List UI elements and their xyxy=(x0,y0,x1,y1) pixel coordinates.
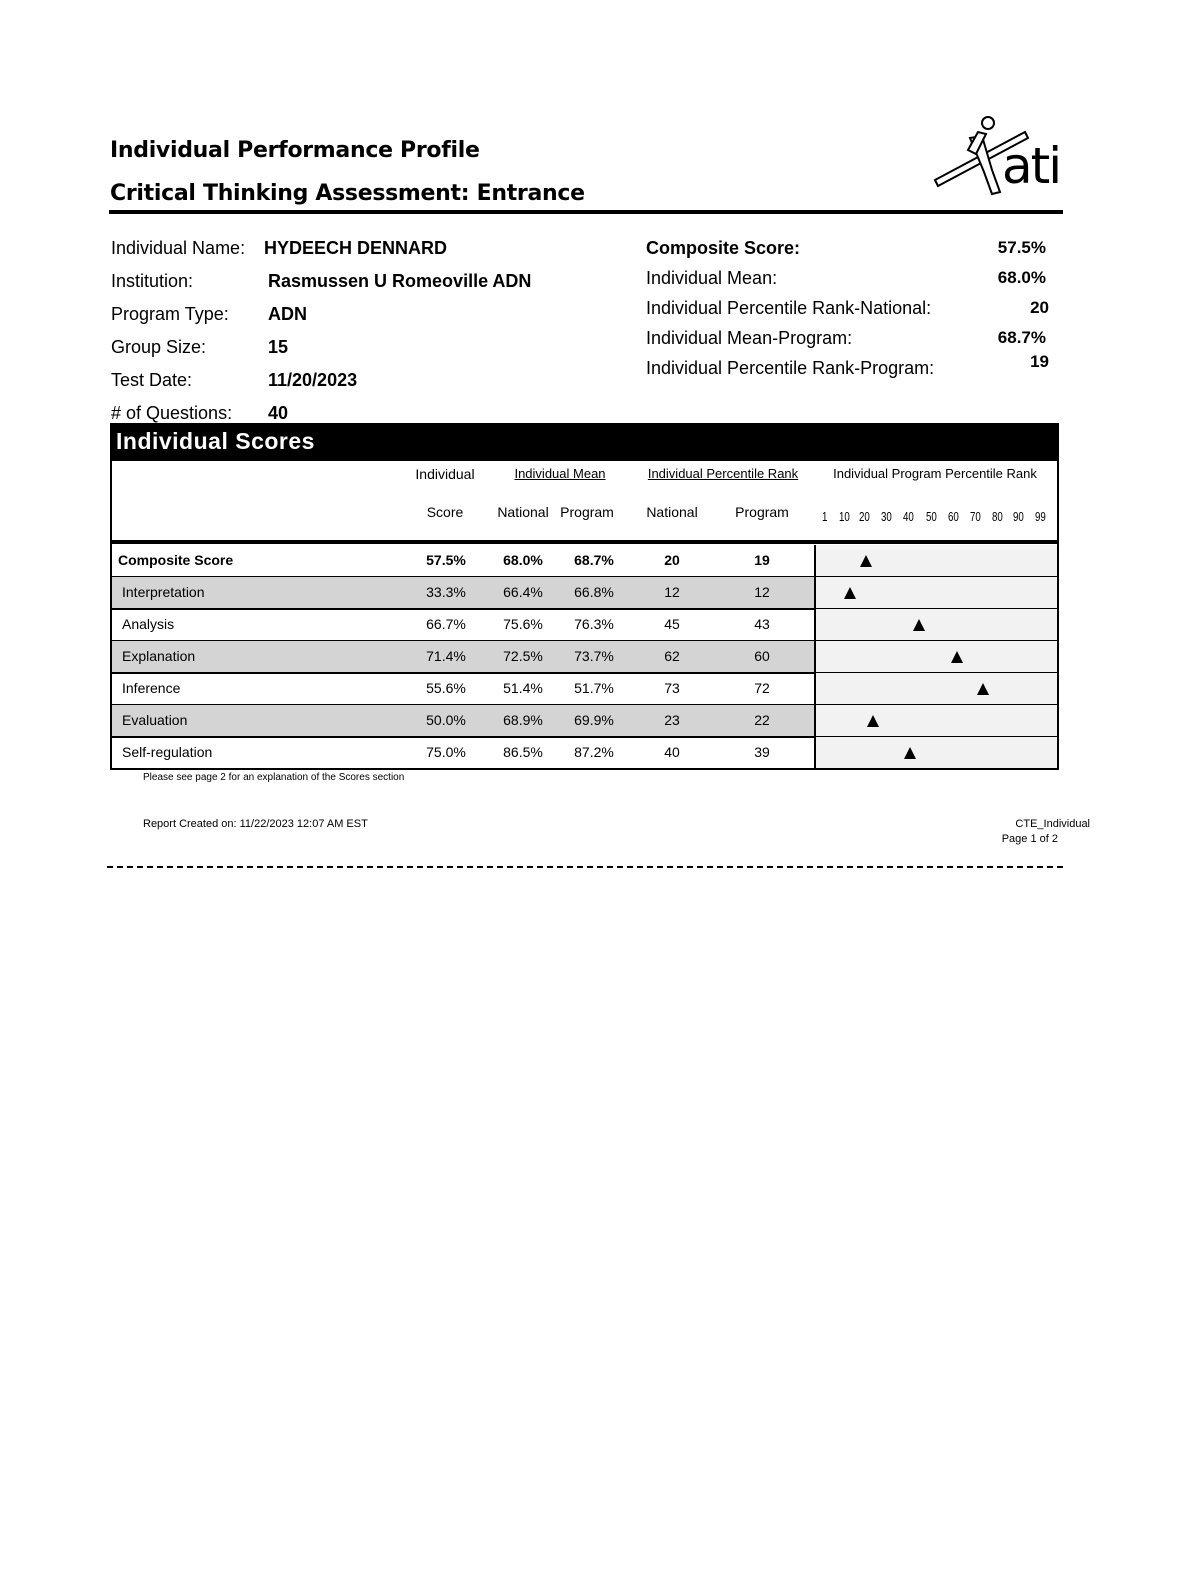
tick-label: 80 xyxy=(992,509,1003,524)
col-mean-program: Program xyxy=(560,504,614,520)
percentile-bar xyxy=(814,673,1057,704)
row-rank-program: 39 xyxy=(754,744,770,760)
row-mean-program: 51.7% xyxy=(574,680,614,696)
percentile-marker xyxy=(951,651,963,663)
score-row xyxy=(112,641,814,672)
mean-program-label: Individual Mean-Program: xyxy=(646,328,853,348)
logo-text: ati xyxy=(1002,137,1061,195)
scores-note: Please see page 2 for an explanation of the Scores section xyxy=(143,772,405,783)
tick-label: 50 xyxy=(926,509,937,524)
title-rule xyxy=(109,210,1063,214)
score-row xyxy=(112,577,814,608)
info-name-label: Individual Name: xyxy=(111,238,246,258)
info-name-value: HYDEECH DENNARD xyxy=(264,238,448,258)
individual-mean-label: Individual Mean: xyxy=(646,268,778,288)
col-percentile-rank: Individual Percentile Rank xyxy=(647,466,799,481)
info-institution-value: Rasmussen U Romeoville ADN xyxy=(268,271,532,291)
score-row xyxy=(112,545,814,576)
page-divider xyxy=(107,866,1063,868)
row-score: 55.6% xyxy=(426,680,466,696)
percentile-marker xyxy=(844,587,856,599)
percentile-marker xyxy=(977,683,989,695)
tick-label: 70 xyxy=(970,509,981,524)
percentile-national-label: Individual Percentile Rank-National: xyxy=(646,298,932,318)
info-group-size-value: 15 xyxy=(268,337,289,357)
info-institution-label: Institution: xyxy=(111,271,194,291)
row-rank-national: 20 xyxy=(664,552,680,568)
row-name: Analysis xyxy=(122,616,175,632)
row-name: Evaluation xyxy=(122,712,188,728)
row-rank-national: 62 xyxy=(664,648,680,664)
percentile-program-label: Individual Percentile Rank-Program: xyxy=(646,358,935,378)
row-rank-program: 19 xyxy=(754,552,770,568)
percentile-bar xyxy=(814,577,1057,608)
individual-mean-value: 68.0% xyxy=(997,268,1046,287)
info-group-size-label: Group Size: xyxy=(111,337,207,357)
percentile-bar xyxy=(814,737,1057,768)
row-mean-program: 87.2% xyxy=(574,744,614,760)
info-questions-label: # of Questions: xyxy=(111,403,233,423)
percentile-marker xyxy=(913,619,925,631)
row-mean-national: 51.4% xyxy=(503,680,543,696)
ati-logo xyxy=(930,110,1070,200)
row-rank-national: 73 xyxy=(664,680,680,696)
percentile-program-value: 19 xyxy=(1030,352,1049,371)
row-rank-program: 60 xyxy=(754,648,770,664)
row-rank-national: 12 xyxy=(664,584,680,600)
row-name: Self-regulation xyxy=(122,744,213,760)
row-mean-program: 76.3% xyxy=(574,616,614,632)
percentile-marker xyxy=(860,555,872,567)
row-mean-national: 66.4% xyxy=(503,584,543,600)
composite-score-label: Composite Score: xyxy=(646,238,801,258)
row-name: Interpretation xyxy=(122,584,205,600)
info-questions-value: 40 xyxy=(268,403,289,423)
col-mean-national: National xyxy=(497,504,549,520)
col-score: Score xyxy=(426,504,464,520)
row-rank-program: 43 xyxy=(754,616,770,632)
percentile-bar xyxy=(814,705,1057,736)
percentile-bar xyxy=(814,641,1057,672)
info-test-date-value: 11/20/2023 xyxy=(268,370,358,390)
col-individual-mean: Individual Mean xyxy=(514,466,606,481)
row-score: 71.4% xyxy=(426,648,466,664)
score-row xyxy=(112,609,814,640)
report-subtitle: Critical Thinking Assessment: Entrance xyxy=(110,181,585,206)
row-mean-program: 66.8% xyxy=(574,584,614,600)
row-mean-national: 68.9% xyxy=(503,712,543,728)
report-title: Individual Performance Profile xyxy=(110,138,480,163)
tick-label: 30 xyxy=(881,509,892,524)
tick-label: 1 xyxy=(822,509,828,524)
col-rank-program: Program xyxy=(735,504,789,520)
page-number: Page 1 of 2 xyxy=(1001,833,1058,845)
score-row xyxy=(112,705,814,736)
row-name: Composite Score xyxy=(118,552,234,568)
header-rule xyxy=(112,540,1057,544)
row-rank-national: 23 xyxy=(664,712,680,728)
info-program-type-value: ADN xyxy=(268,304,307,324)
scores-title: Individual Scores xyxy=(116,428,315,454)
row-score: 33.3% xyxy=(426,584,466,600)
tick-label: 90 xyxy=(1013,509,1024,524)
row-mean-national: 72.5% xyxy=(503,648,543,664)
percentile-marker xyxy=(904,747,916,759)
tick-label: 60 xyxy=(948,509,959,524)
report-created: Report Created on: 11/22/2023 12:07 AM EST xyxy=(143,818,368,830)
row-divider xyxy=(112,768,1057,770)
tick-label: 99 xyxy=(1035,509,1046,524)
col-program-percentile-rank: Individual Program Percentile Rank xyxy=(833,466,1037,481)
row-mean-program: 68.7% xyxy=(574,552,614,568)
col-individual: Individual xyxy=(415,466,475,482)
row-rank-national: 45 xyxy=(664,616,680,632)
percentile-bar xyxy=(814,545,1057,576)
info-program-type-label: Program Type: xyxy=(111,304,229,324)
row-name: Inference xyxy=(122,680,181,696)
row-rank-program: 72 xyxy=(754,680,770,696)
score-row xyxy=(112,737,814,768)
mean-program-value: 68.7% xyxy=(997,328,1046,347)
info-test-date-label: Test Date: xyxy=(111,370,193,390)
report-code: CTE_Individual xyxy=(1015,818,1090,830)
row-score: 50.0% xyxy=(426,712,466,728)
col-rank-national: National xyxy=(646,504,698,520)
row-score: 75.0% xyxy=(426,744,466,760)
composite-score-value: 57.5% xyxy=(997,238,1046,257)
score-row xyxy=(112,673,814,704)
tick-label: 20 xyxy=(859,509,870,524)
row-score: 66.7% xyxy=(426,616,466,632)
row-rank-national: 40 xyxy=(664,744,680,760)
row-mean-program: 73.7% xyxy=(574,648,614,664)
percentile-bar xyxy=(814,609,1057,640)
row-rank-program: 12 xyxy=(754,584,770,600)
row-rank-program: 22 xyxy=(754,712,770,728)
row-mean-program: 69.9% xyxy=(574,712,614,728)
row-mean-national: 68.0% xyxy=(503,552,543,568)
row-score: 57.5% xyxy=(426,552,466,568)
tick-label: 10 xyxy=(839,509,850,524)
percentile-marker xyxy=(867,715,879,727)
percentile-national-value: 20 xyxy=(1030,298,1049,317)
row-mean-national: 86.5% xyxy=(503,744,543,760)
row-mean-national: 75.6% xyxy=(503,616,543,632)
row-name: Explanation xyxy=(122,648,196,664)
tick-label: 40 xyxy=(903,509,914,524)
